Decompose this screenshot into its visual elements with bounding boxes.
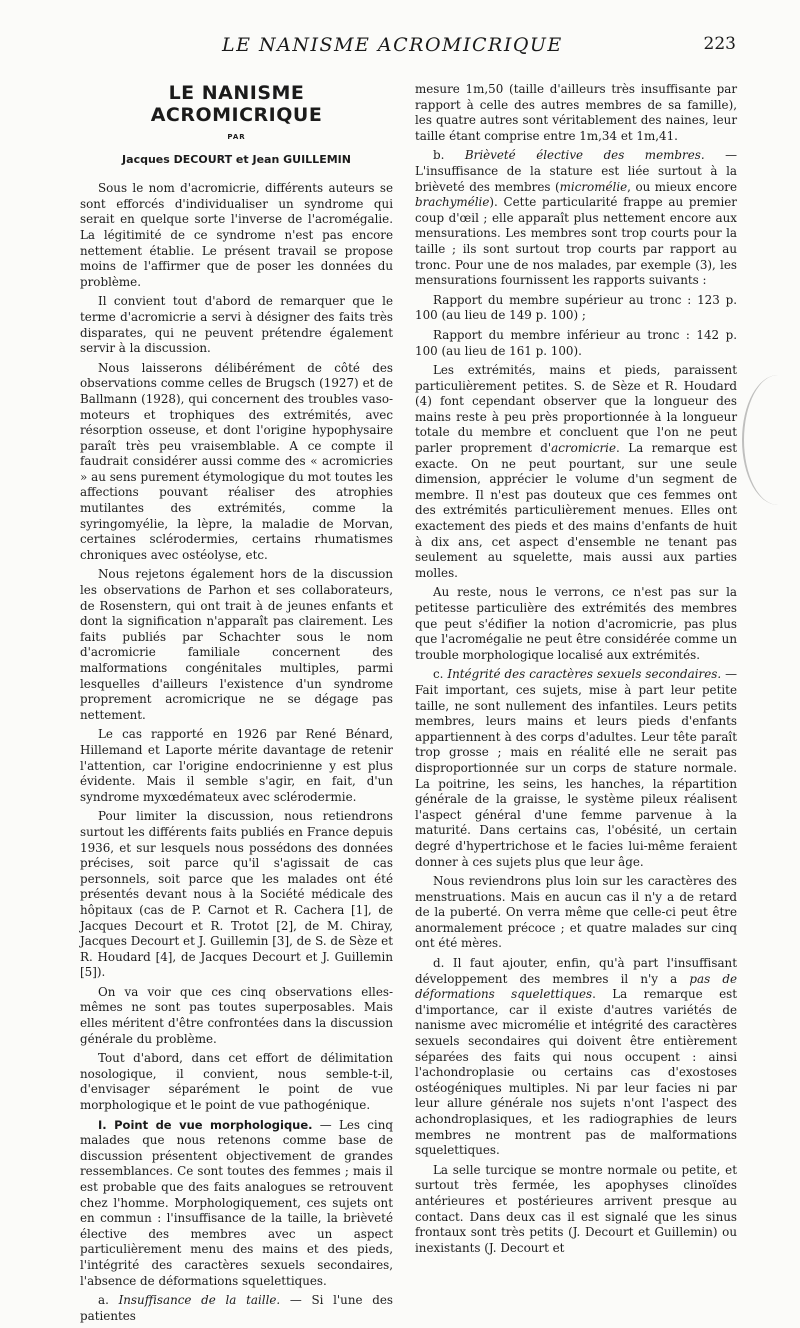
paragraph-text: , ou mieux encore xyxy=(627,179,737,194)
subheading-italic: Insuffisance de la taille. xyxy=(118,1293,281,1308)
subheading-italic: Brièveté élective des membres. xyxy=(464,148,705,163)
paragraph: Nous reviendrons plus loin sur les caractères des menstruations. Mais en aucun cas il n'y a de retard de la puberté. On verra même que celle-ci peut être anormalement précoce ; et quatre malades sur cinq ont été mères. xyxy=(415,874,737,951)
term-italic: brachymélie xyxy=(415,195,490,210)
right-column xyxy=(415,82,737,1260)
paragraph: Sous le nom d'acromicrie, différents auteurs se sont efforcés d'individualiser un syndrome qui serait en quelque sorte l'inverse de l'acromégalie. La légitimité de ce syndrome n'est pas encore nettement établie. Le présent travail se propose moins de l'affirmer que de poser les données du problème. xyxy=(80,181,393,289)
library-stamp-mark xyxy=(742,375,800,505)
paragraph-text: ). Cette particularité frappe au premier coup d'œil ; elle apparaît plus nettement encore aux mensurations. Les membres sont trop courts pour la taille ; ils sont surtout trop courts par rapport au tronc. Pour une de nos malades, par exemple (3), les mensurations fournissent les rapports suivants : xyxy=(415,195,737,288)
section-text: — Les cinq malades que nous retenons comme base de discussion présentent objectivement de grandes ressemblances. Ce sont toutes des femmes ; mais il est probable que des faits analogues se retrouvent chez l'homme. Morphologiquement, ces sujets ont en commun : l'insuffisance de la taille, la brièveté élective des membres avec un aspect particulièrement menu des mains et des pieds, l'intégrité des caractères sexuels secondaires, l'absence de déformations squelettiques. xyxy=(80,1117,393,1288)
section-paragraph xyxy=(80,1118,393,1290)
paragraph: Il convient tout d'abord de remarquer que le terme d'acromicrie a servi à désigner des faits très disparates, qui ne peuvent prétendre également servir à la discussion. xyxy=(80,294,393,356)
ratio-line: Rapport du membre supérieur au tronc : 123 p. 100 (au lieu de 149 p. 100) ; xyxy=(415,292,737,323)
paragraph xyxy=(80,1293,393,1324)
paragraph-text: d. Il faut ajouter, enfin, qu'à part l'insuffisant développement des membres il n'y a xyxy=(415,956,737,986)
byline-par: PAR xyxy=(227,133,246,141)
term-italic: acromicrie xyxy=(551,441,616,456)
running-header xyxy=(0,34,800,58)
paragraph: Tout d'abord, dans cet effort de délimitation nosologique, il convient, nous semble-t-il, d'envisager séparément le point de vue morphologique et le point de vue pathogénique. xyxy=(80,1051,393,1113)
paragraph: On va voir que ces cinq observations elles-mêmes ne sont pas toutes superposables. Mais elles méritent d'être confrontées dans la discussion générale du problème. xyxy=(80,984,393,1046)
paragraph: Au reste, nous le verrons, ce n'est pas sur la petitesse particulière des extrémités des membres que peut s'édifier la notion d'acromicrie, pas plus que l'acromégalie ne peut être considérée comme un trouble morphologique localisé aux extrémités. xyxy=(415,585,737,662)
paragraph-text: — L'insuffisance de la stature est liée surtout à la brièveté des membres ( xyxy=(415,148,738,194)
paragraph-text: . La remarque est d'importance, car il existe d'autres variétés de nanisme avec micromélie et intégrité des caractères sexuels secondaires qui doivent être entièrement séparées des faits qui nous occupent : ainsi l'achondroplasie ou certains cas d'exostoses ostéogéniques multiples. Ni par leur facies ni par leur allure générale nos sujets n'ont l'aspect des achondroplasiques, et les radiographies de leurs membres ne montrent pas de malformations squelettiques. xyxy=(415,987,737,1158)
paragraph: mesure 1m,50 (taille d'ailleurs très insuffisante par rapport à celle des autres membres de sa famille), les quatre autres sont véritablement des naines, leur taille étant comprise entre 1m,34 et 1m,41. xyxy=(415,82,737,143)
paragraph: Le cas rapporté en 1926 par René Bénard, Hillemand et Laporte mérite davantage de retenir l'attention, car l'origine endocrinienne y est plus évidente. Mais il semble s'agir, en fait, d'un syndrome myxœdémateux avec sclérodermie. xyxy=(80,727,393,804)
subheading-italic: Intégrité des caractères sexuels secondaires. xyxy=(447,667,722,682)
paragraph xyxy=(415,667,737,870)
paragraph-text: . La remarque est exacte. On ne peut pourtant, sur une seule dimension, apprécier le volume d'un segment de membre. Il n'est pas douteux que ces femmes ont des extrémités particulièrement menues. Elles ont exactement des pieds et des mains d'enfants de huit à dix ans, cet aspect d'ensemble ne tenant pas seulement au squelette, mais aussi aux parties molles. xyxy=(415,441,737,580)
article-title: LE NANISME ACROMICRIQUE xyxy=(150,82,323,126)
paragraph-text: — Si l'une des patientes xyxy=(80,1293,393,1323)
section-heading: I. Point de vue morphologique. xyxy=(98,1117,313,1132)
paragraph xyxy=(415,956,737,1159)
article-authors: Jacques DECOURT et Jean GUILLEMIN xyxy=(122,152,351,166)
running-title: LE NANISME ACROMICRIQUE xyxy=(222,34,563,56)
paragraph: La selle turcique se montre normale ou petite, et surtout très fermée, les apophyses clinoïdes antérieures et postérieures arrivent presque au contact. Dans deux cas il est signalé que les sinus frontaux sont très petits (J. Decourt et Guillemin) ou inexistants (J. Decourt et xyxy=(415,1162,737,1255)
paragraph-text: — Fait important, ces sujets, mise à part leur petite taille, ne sont nullement des infantiles. Leurs petits membres, leurs mains et leurs pieds d'enfants appartiennent à des corps d'adultes. Leur tête paraît trop grosse ; mais en réalité elle ne serait pas disproportionnée sur un corps de stature normale. La poitrine, les seins, les hanches, la répartition générale de la graisse, le système pileux réalisent l'aspect général d'une femme parvenue à la maturité. Dans certains cas, l'obésité, un certain degré d'hypertrichose et le facies lui-même feraient donner à ces sujets plus que leur âge. xyxy=(415,667,737,869)
list-label: b. xyxy=(433,148,465,163)
paragraph xyxy=(415,148,737,288)
page-number: 223 xyxy=(703,34,736,54)
term-italic: micromélie xyxy=(559,179,628,194)
term-italic: pas de déformations squelettiques xyxy=(415,971,737,1002)
list-label: a. xyxy=(98,1293,119,1308)
ratio-line: Rapport du membre inférieur au tronc : 142 p. 100 (au lieu de 161 p. 100). xyxy=(415,327,737,358)
paragraph xyxy=(415,363,737,581)
paragraph: Nous rejetons également hors de la discussion les observations de Parhon et ses collaborateurs, de Rosenstern, qui ont trait à de jeunes enfants et dont la signification n'apparaît pas clairement. Les faits publiés par Schachter sous le nom d'acromicrie familiale concernent des malformations congénitales multiples, parmi lesquelles d'ailleurs l'existence d'un syndrome proprement acromicrique ne se dégage pas nettement. xyxy=(80,567,393,722)
left-column xyxy=(80,82,393,1328)
paragraph-text: Les extrémités, mains et pieds, paraissent particulièrement petites. S. de Sèze et R. Houdard (4) font cependant observer que la longueur des mains reste à peu près proportionnée à la longueur totale du membre et concluent que l'on ne peut parler proprement d' xyxy=(415,363,737,456)
paragraph: Pour limiter la discussion, nous retiendrons surtout les différents faits publiés en France depuis 1936, et sur lesquels nous possédons des données précises, soit parce qu'il s'agissait de cas personnels, soit parce que les malades ont été présentés devant nous à la Société médicale des hôpitaux (cas de P. Carnot et R. Cachera [1], de Jacques Decourt et R. Trotot [2], de M. Chiray, Jacques Decourt et J. Guillemin [3], de S. de Sèze et R. Houdard [4], de Jacques Decourt et J. Guillemin [5]). xyxy=(80,809,393,980)
paragraph: Nous laisserons délibérément de côté des observations comme celles de Brugsch (1927) et de Ballmann (1928), qui concernent des troubles vaso-moteurs et trophiques des extrémités, avec résorption osseuse, et dont l'origine hypophysaire paraît très peu vraisemblable. A ce compte il faudrait considérer aussi comme des « acromicries » au sens purement étymologique du mot toutes les affections pouvant réaliser des atrophies mutilantes des extrémités, comme la syringomyélie, la lèpre, la maladie de Morvan, certaines sclérodermies, certains rhumatismes chroniques avec ostéolyse, etc. xyxy=(80,360,393,562)
list-label: c. xyxy=(433,667,448,682)
